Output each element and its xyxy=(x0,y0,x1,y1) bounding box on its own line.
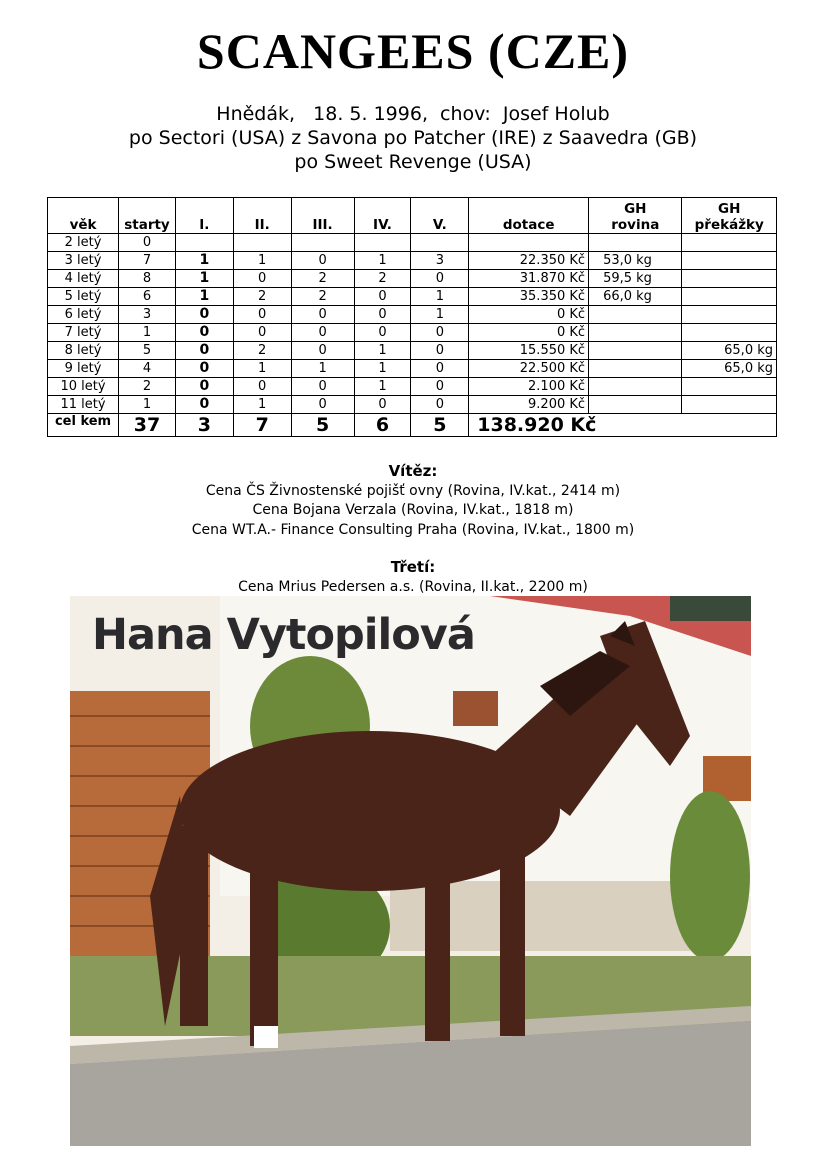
winner-heading: Vítěz: xyxy=(388,462,438,480)
header-gh-flat-top: GH xyxy=(624,201,647,217)
cell-p2 xyxy=(233,234,291,252)
header-age: věk xyxy=(48,198,119,234)
cell-p5: 0 xyxy=(411,270,469,288)
cell-p1: 1 xyxy=(175,252,233,270)
table-row xyxy=(48,288,777,306)
cell-age: 5 letý xyxy=(48,288,119,306)
cell-age: 8 letý xyxy=(48,342,119,360)
table-header-row xyxy=(48,198,777,234)
cell-p4: 1 xyxy=(354,378,411,396)
cell-gh-flat xyxy=(589,306,682,324)
total-place-3: 5 xyxy=(291,414,354,437)
cell-starts: 2 xyxy=(119,378,176,396)
info-line-1: Hnědák, 18. 5. 1996, chov: Josef Holub xyxy=(216,103,610,125)
cell-p2: 2 xyxy=(233,288,291,306)
cell-p1: 0 xyxy=(175,396,233,414)
cell-gh-jump xyxy=(682,252,777,270)
header-place-2: II. xyxy=(233,198,291,234)
table-row xyxy=(48,378,777,396)
cell-p1: 0 xyxy=(175,324,233,342)
cell-p1: 1 xyxy=(175,270,233,288)
cell-p4: 1 xyxy=(354,360,411,378)
cell-starts: 8 xyxy=(119,270,176,288)
cell-starts: 3 xyxy=(119,306,176,324)
cell-gh-jump: 65,0 kg xyxy=(682,360,777,378)
cell-prize: 0 Kč xyxy=(469,324,589,342)
cell-starts: 5 xyxy=(119,342,176,360)
cell-p1 xyxy=(175,234,233,252)
header-place-1: I. xyxy=(175,198,233,234)
cell-p2: 2 xyxy=(233,342,291,360)
cell-p4: 0 xyxy=(354,396,411,414)
cell-p4 xyxy=(354,234,411,252)
table-row xyxy=(48,306,777,324)
cell-starts: 0 xyxy=(119,234,176,252)
cell-age: 11 letý xyxy=(48,396,119,414)
cell-prize: 2.100 Kč xyxy=(469,378,589,396)
header-starts: starty xyxy=(119,198,176,234)
cell-p3: 0 xyxy=(291,342,354,360)
winner-race-item: Cena ČS Živnostenské pojišť ovny (Rovina, IV.kat., 2414 m) xyxy=(205,482,621,499)
table-row xyxy=(48,342,777,360)
total-starts: 37 xyxy=(119,414,176,437)
cell-p2: 0 xyxy=(233,270,291,288)
cell-prize: 22.350 Kč xyxy=(469,252,589,270)
cell-prize xyxy=(469,234,589,252)
cell-prize: 15.550 Kč xyxy=(469,342,589,360)
cell-age: 9 letý xyxy=(48,360,119,378)
cell-gh-flat: 59,5 kg xyxy=(589,270,682,288)
cell-gh-jump xyxy=(682,306,777,324)
cell-p5 xyxy=(411,234,469,252)
horse-photo xyxy=(70,596,751,1146)
cell-p5: 1 xyxy=(411,306,469,324)
cell-gh-flat xyxy=(589,396,682,414)
info-line-3: po Sweet Revenge (USA) xyxy=(294,151,532,173)
info-line-2: po Sectori (USA) z Savona po Patcher (IRE) z Saavedra (GB) xyxy=(128,127,698,149)
header-gh-jump xyxy=(682,198,777,234)
header-gh-flat xyxy=(589,198,682,234)
cell-p4: 0 xyxy=(354,324,411,342)
cell-p5: 0 xyxy=(411,378,469,396)
cell-p3: 0 xyxy=(291,252,354,270)
cell-age: 10 letý xyxy=(48,378,119,396)
total-place-4: 6 xyxy=(354,414,411,437)
cell-prize: 9.200 Kč xyxy=(469,396,589,414)
table-row xyxy=(48,270,777,288)
third-race-item: Cena Mrius Pedersen a.s. (Rovina, II.kat., 2200 m) xyxy=(238,578,588,595)
table-row xyxy=(48,360,777,378)
horse-name-title: SCANGEES (CZE) xyxy=(196,23,630,79)
cell-p4: 1 xyxy=(354,252,411,270)
cell-prize: 35.350 Kč xyxy=(469,288,589,306)
cell-p5: 3 xyxy=(411,252,469,270)
cell-starts: 1 xyxy=(119,324,176,342)
cell-p5: 1 xyxy=(411,288,469,306)
table-row xyxy=(48,396,777,414)
cell-starts: 6 xyxy=(119,288,176,306)
table-row xyxy=(48,252,777,270)
cell-gh-jump: 65,0 kg xyxy=(682,342,777,360)
table-row xyxy=(48,324,777,342)
cell-p3: 0 xyxy=(291,396,354,414)
header-gh-flat-bottom: rovina xyxy=(611,217,660,233)
cell-p2: 1 xyxy=(233,360,291,378)
cell-p1: 0 xyxy=(175,378,233,396)
cell-p4: 0 xyxy=(354,306,411,324)
winner-list xyxy=(0,482,826,541)
total-place-2: 7 xyxy=(233,414,291,437)
cell-p3: 1 xyxy=(291,360,354,378)
third-heading: Třetí: xyxy=(390,558,436,576)
cell-p5: 0 xyxy=(411,396,469,414)
table-total-row xyxy=(48,414,777,437)
cell-p2: 1 xyxy=(233,396,291,414)
cell-prize: 0 Kč xyxy=(469,306,589,324)
cell-p3: 0 xyxy=(291,306,354,324)
cell-p4: 1 xyxy=(354,342,411,360)
total-label: cel kem xyxy=(48,414,119,437)
header-prize: dotace xyxy=(469,198,589,234)
cell-p3: 0 xyxy=(291,378,354,396)
cell-gh-jump xyxy=(682,396,777,414)
cell-p2: 1 xyxy=(233,252,291,270)
cell-gh-flat: 53,0 kg xyxy=(589,252,682,270)
header-place-5: V. xyxy=(411,198,469,234)
cell-p3: 2 xyxy=(291,270,354,288)
cell-gh-jump xyxy=(682,234,777,252)
cell-p3 xyxy=(291,234,354,252)
horse-info xyxy=(0,102,826,174)
cell-gh-flat xyxy=(589,360,682,378)
cell-age: 2 letý xyxy=(48,234,119,252)
cell-prize: 31.870 Kč xyxy=(469,270,589,288)
cell-age: 6 letý xyxy=(48,306,119,324)
cell-gh-flat: 66,0 kg xyxy=(589,288,682,306)
cell-gh-jump xyxy=(682,378,777,396)
winner-race-item: Cena WT.A.- Finance Consulting Praha (Rovina, IV.kat., 1800 m) xyxy=(191,521,635,538)
cell-p2: 0 xyxy=(233,378,291,396)
header-gh-jump-top: GH xyxy=(718,201,741,217)
cell-starts: 4 xyxy=(119,360,176,378)
table-row xyxy=(48,234,777,252)
photo-caption: Hana Vytopilová xyxy=(92,610,475,660)
cell-p3: 2 xyxy=(291,288,354,306)
third-list xyxy=(0,578,826,598)
cell-p4: 2 xyxy=(354,270,411,288)
total-place-1: 3 xyxy=(175,414,233,437)
winner-race-item: Cena Bojana Verzala (Rovina, IV.kat., 1818 m) xyxy=(252,502,574,518)
cell-starts: 7 xyxy=(119,252,176,270)
cell-p1: 0 xyxy=(175,360,233,378)
total-prize: 138.920 Kč xyxy=(469,414,777,437)
cell-p1: 1 xyxy=(175,288,233,306)
header-place-4: IV. xyxy=(354,198,411,234)
cell-p5: 0 xyxy=(411,342,469,360)
racing-stats-table xyxy=(47,197,777,437)
cell-p2: 0 xyxy=(233,324,291,342)
cell-p1: 0 xyxy=(175,342,233,360)
total-place-5: 5 xyxy=(411,414,469,437)
cell-p5: 0 xyxy=(411,324,469,342)
cell-p3: 0 xyxy=(291,324,354,342)
cell-gh-jump xyxy=(682,270,777,288)
cell-gh-jump xyxy=(682,324,777,342)
header-gh-jump-bottom: překážky xyxy=(694,217,764,233)
cell-gh-flat xyxy=(589,324,682,342)
cell-gh-jump xyxy=(682,288,777,306)
horse-photo-illustration xyxy=(70,596,751,1146)
cell-prize: 22.500 Kč xyxy=(469,360,589,378)
cell-gh-flat xyxy=(589,378,682,396)
cell-gh-flat xyxy=(589,342,682,360)
cell-age: 7 letý xyxy=(48,324,119,342)
cell-starts: 1 xyxy=(119,396,176,414)
cell-gh-flat xyxy=(589,234,682,252)
cell-p2: 0 xyxy=(233,306,291,324)
race-wins xyxy=(0,462,826,597)
cell-age: 3 letý xyxy=(48,252,119,270)
cell-age: 4 letý xyxy=(48,270,119,288)
cell-p1: 0 xyxy=(175,306,233,324)
header-place-3: III. xyxy=(291,198,354,234)
cell-p4: 0 xyxy=(354,288,411,306)
cell-p5: 0 xyxy=(411,360,469,378)
